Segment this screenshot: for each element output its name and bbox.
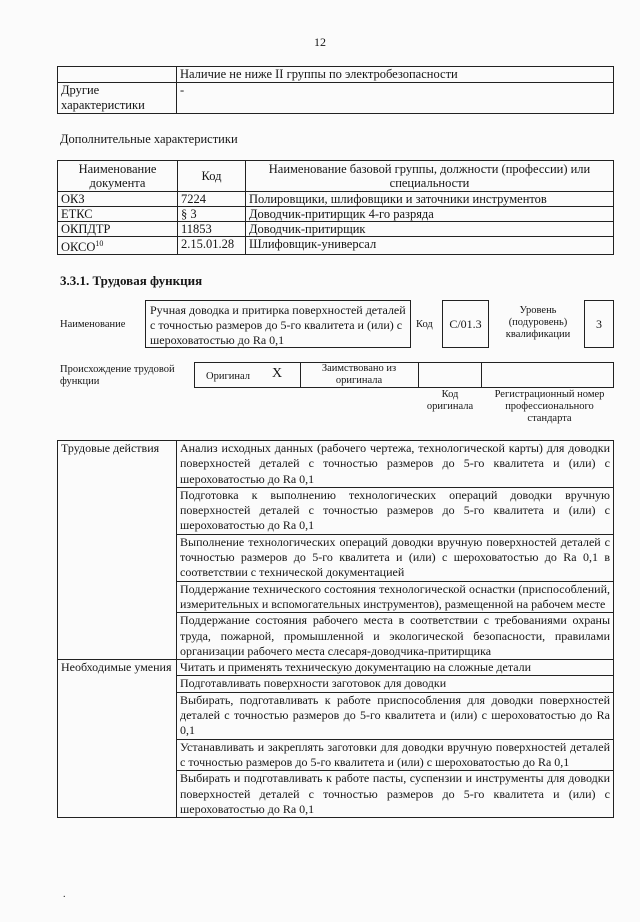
- original-label: Оригинал: [206, 371, 250, 382]
- qualification-requirements-table: [57, 66, 614, 114]
- borrowed-label: Заимствовано из оригинала: [321, 363, 397, 386]
- additional-characteristics-caption: Дополнительные характеристики: [60, 132, 238, 146]
- table-cell: ЕТКС: [58, 207, 178, 222]
- origin-label: Происхождение трудовой функции: [60, 364, 175, 387]
- table-cell: 2.15.01.28: [178, 237, 246, 255]
- table-cell: Наличие не ниже II группы по электробезопасности: [177, 67, 614, 83]
- registration-number-label: Регистрационный номер профессионального стандарта: [494, 389, 605, 424]
- table-cell: Читать и применять техническую документацию на сложные детали: [177, 660, 614, 676]
- function-code-value: С/01.3: [442, 300, 489, 348]
- table-row: [58, 192, 614, 207]
- divider: [481, 362, 482, 388]
- code-label: Код: [416, 319, 433, 330]
- table-cell: 7224: [178, 192, 246, 207]
- table-cell: [58, 237, 178, 255]
- original-checkmark: X: [272, 366, 283, 381]
- table-row: [58, 207, 614, 222]
- table-cell: [58, 67, 177, 83]
- table-cell: Выбирать, подготавливать к работе приспособления для доводки поверхностей деталей с точностью размеров до 5-го квалитета и (или) с шероховатостью до Ra 0,1: [177, 692, 614, 739]
- table-cell: ОКЗ: [58, 192, 178, 207]
- table-cell: Доводчик-притирщик 4-го разряда: [246, 207, 614, 222]
- qualification-level-label: Уровень (подуровень) квалификации: [505, 305, 571, 340]
- labor-actions-label: Трудовые действия: [58, 441, 177, 660]
- table-row: [58, 222, 614, 237]
- required-skills-label: Необходимые умения: [58, 660, 177, 818]
- doc-name: ОКСО: [61, 240, 96, 255]
- table-cell: Поддержание технического состояния технологической оснастки (приспособлений, измерительных и вспомогательных инструментов), размещенной на рабочем месте: [177, 581, 614, 613]
- table-cell: ОКПДТР: [58, 222, 178, 237]
- divider: [300, 362, 301, 388]
- qualification-level-value: 3: [584, 300, 614, 348]
- table-row: [58, 67, 614, 83]
- table-cell: Шлифовщик-универсал: [246, 237, 614, 255]
- table-cell: § 3: [178, 207, 246, 222]
- labor-activities-table: [57, 440, 614, 818]
- table-row: [58, 660, 614, 676]
- table-row: [58, 237, 614, 255]
- table-cell: 11853: [178, 222, 246, 237]
- table-header-row: [58, 161, 614, 192]
- table-cell: Доводчик-притирщик: [246, 222, 614, 237]
- footer-mark: .: [63, 889, 66, 900]
- column-header: Код: [178, 161, 246, 192]
- column-header: Наименование документа: [58, 161, 178, 192]
- footnote-ref: 10: [95, 239, 104, 248]
- other-characteristics-label: Другие характеристики: [58, 83, 177, 114]
- table-cell: Выбирать и подготавливать к работе пасты, суспензии и инструменты для доводки поверхностей деталей с точностью размеров до 5-го квалитета и (или) с шероховатостью до Ra 0,1: [177, 771, 614, 818]
- table-cell: Выполнение технологических операций доводки вручную поверхностей деталей с точностью размеров до 5-го квалитета и (или) с шероховатостью до Ra 0,1 в соответствии с технической документацией: [177, 534, 614, 581]
- table-cell: -: [177, 83, 614, 114]
- labor-function-heading: 3.3.1. Трудовая функция: [60, 273, 203, 288]
- table-row: [58, 83, 614, 114]
- divider: [418, 362, 419, 388]
- function-name-value: Ручная доводка и притирка поверхностей деталей с точностью размеров до 5-го квалитета и (или) с шероховатостью до Ra 0,1: [145, 300, 411, 348]
- table-cell: Полировщики, шлифовщики и заточники инструментов: [246, 192, 614, 207]
- table-cell: Поддержание состояния рабочего места в соответствии с требованиями охраны труда, пожарной, промышленной и экологической безопасности, правилами организации рабочего места слесаря-доводчика-притирщика: [177, 613, 614, 660]
- name-label: Наименование: [60, 319, 126, 330]
- code-original-label: Код оригинала: [426, 389, 474, 412]
- table-cell: Устанавливать и закреплять заготовки для доводки вручную поверхностей деталей с точностью размеров до 5-го квалитета и (или) с шероховатостью до Ra 0,1: [177, 739, 614, 771]
- table-cell: Анализ исходных данных (рабочего чертежа, технологической карты) для доводки поверхностей деталей с точностью размеров до 5-го квалитета и (или) с шероховатостью до Ra 0,1: [177, 441, 614, 488]
- additional-characteristics-table: [57, 160, 614, 255]
- table-cell: Подготовка к выполнению технологических операций доводки вручную поверхностей деталей с точностью размеров до 5-го квалитета и (или) с шероховатостью до Ra 0,1: [177, 487, 614, 534]
- page-number: 12: [314, 35, 326, 49]
- column-header: Наименование базовой группы, должности (профессии) или специальности: [246, 161, 614, 192]
- table-cell: Подготавливать поверхности заготовок для доводки: [177, 676, 614, 692]
- table-row: [58, 441, 614, 488]
